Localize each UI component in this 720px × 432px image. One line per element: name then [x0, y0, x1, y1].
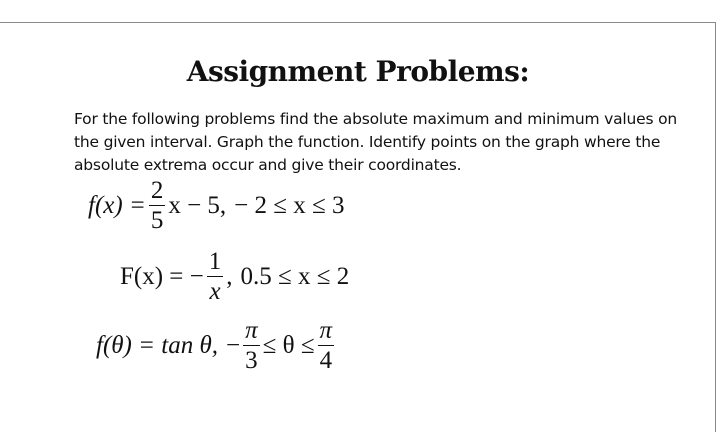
- problem-1-rest: x − 5,: [168, 191, 227, 219]
- problem-2-interval: 0.5 ≤ x ≤ 2: [240, 262, 350, 290]
- problem-1-fraction-denominator: 5: [150, 206, 164, 234]
- problem-2-fraction-numerator: 1: [208, 247, 222, 275]
- problem-3-middle: ≤ θ ≤: [262, 331, 315, 359]
- problem-1-fraction-numerator: 2: [150, 176, 164, 204]
- problem-2-fraction-denominator: x: [209, 277, 221, 305]
- problem-2-fraction: [207, 247, 224, 306]
- problem-3-fraction-upper: [318, 316, 335, 375]
- problem-3-equation: [96, 312, 337, 378]
- problem-3-fraction-lower-numerator: π: [245, 316, 258, 344]
- problem-1-interval: − 2 ≤ x ≤ 3: [234, 191, 345, 219]
- problem-3-fraction-upper-numerator: π: [319, 316, 333, 344]
- instructions-paragraph: For the following problems find the absolute maximum and minimum values on the given interval. Graph the function. Identify points on the graph where the absolute extrema occur and give their coordinates.: [74, 110, 677, 174]
- problem-1-equation: [88, 172, 344, 238]
- problem-3-minus: −: [225, 331, 241, 359]
- problem-3-fraction-upper-denominator: 4: [319, 346, 333, 374]
- problem-3-lhs: f(θ) = tan θ,: [96, 331, 218, 359]
- problem-2-equation: [120, 244, 349, 308]
- problem-3-fraction-lower: [243, 316, 260, 375]
- problem-3-fraction-lower-denominator: 3: [245, 346, 258, 374]
- problem-1-lhs: f(x) =: [88, 191, 146, 219]
- problem-2-lhs: F(x) = −: [120, 262, 204, 290]
- problem-1-fraction: [149, 176, 166, 235]
- problem-2-rest: ,: [226, 262, 233, 290]
- page-title: Assignment Problems:: [186, 55, 530, 88]
